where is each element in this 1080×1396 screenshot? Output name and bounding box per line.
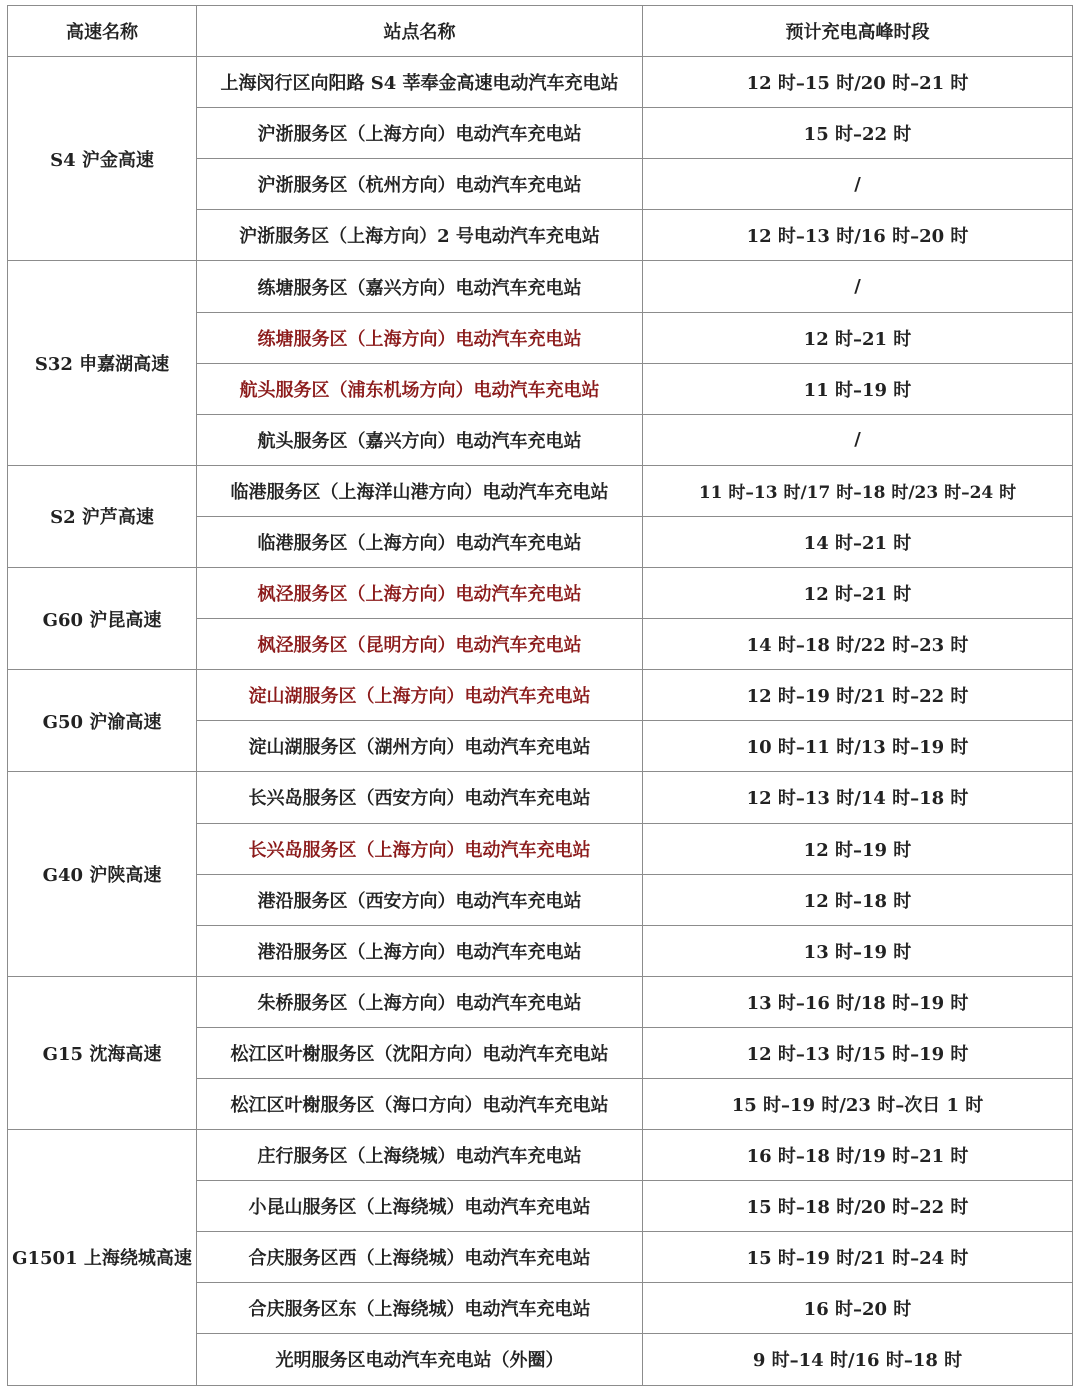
peak-period-cell: 15 时–22 时 (643, 108, 1073, 159)
station-name-cell: 临港服务区（上海方向）电动汽车充电站 (197, 516, 643, 567)
table-body (8, 57, 1073, 1385)
station-name-cell: 练塘服务区（嘉兴方向）电动汽车充电站 (197, 261, 643, 312)
header-station: 站点名称 (197, 6, 643, 57)
station-name-cell: 枫泾服务区（上海方向）电动汽车充电站 (197, 568, 643, 619)
station-name-cell: 沪浙服务区（杭州方向）电动汽车充电站 (197, 159, 643, 210)
station-name-cell: 淀山湖服务区（湖州方向）电动汽车充电站 (197, 721, 643, 772)
peak-period-cell: 16 时–20 时 (643, 1283, 1073, 1334)
highway-name-cell: G50 沪渝高速 (8, 670, 197, 772)
peak-period-cell: 15 时–19 时/21 时–24 时 (643, 1232, 1073, 1283)
station-name-cell: 航头服务区（浦东机场方向）电动汽车充电站 (197, 363, 643, 414)
charging-peak-table (7, 5, 1073, 1386)
peak-period-cell: 9 时–14 时/16 时–18 时 (643, 1334, 1073, 1385)
peak-period-cell: / (643, 159, 1073, 210)
station-name-cell: 合庆服务区西（上海绕城）电动汽车充电站 (197, 1232, 643, 1283)
station-name-cell: 松江区叶榭服务区（海口方向）电动汽车充电站 (197, 1078, 643, 1129)
station-name-cell: 练塘服务区（上海方向）电动汽车充电站 (197, 312, 643, 363)
highway-name-cell: S4 沪金高速 (8, 57, 197, 261)
peak-period-cell: 15 时–18 时/20 时–22 时 (643, 1181, 1073, 1232)
header-highway: 高速名称 (8, 6, 197, 57)
table-row (8, 568, 1073, 619)
peak-period-cell: 12 时–13 时/16 时–20 时 (643, 210, 1073, 261)
table-row (8, 670, 1073, 721)
peak-period-cell: 12 时–21 时 (643, 568, 1073, 619)
station-name-cell: 淀山湖服务区（上海方向）电动汽车充电站 (197, 670, 643, 721)
station-name-cell: 临港服务区（上海洋山港方向）电动汽车充电站 (197, 465, 643, 516)
table-row (8, 772, 1073, 823)
station-name-cell: 上海闵行区向阳路 S4 莘奉金高速电动汽车充电站 (197, 57, 643, 108)
table-row (8, 57, 1073, 108)
station-name-cell: 小昆山服务区（上海绕城）电动汽车充电站 (197, 1181, 643, 1232)
peak-period-cell: 15 时–19 时/23 时–次日 1 时 (643, 1078, 1073, 1129)
table-row (8, 465, 1073, 516)
header-peak: 预计充电高峰时段 (643, 6, 1073, 57)
peak-period-cell: 11 时–19 时 (643, 363, 1073, 414)
station-name-cell: 庄行服务区（上海绕城）电动汽车充电站 (197, 1130, 643, 1181)
peak-period-cell: 12 时–15 时/20 时–21 时 (643, 57, 1073, 108)
station-name-cell: 沪浙服务区（上海方向）2 号电动汽车充电站 (197, 210, 643, 261)
table-row (8, 976, 1073, 1027)
station-name-cell: 合庆服务区东（上海绕城）电动汽车充电站 (197, 1283, 643, 1334)
station-name-cell: 长兴岛服务区（西安方向）电动汽车充电站 (197, 772, 643, 823)
highway-name-cell: G60 沪昆高速 (8, 568, 197, 670)
station-name-cell: 港沿服务区（上海方向）电动汽车充电站 (197, 925, 643, 976)
peak-period-cell: 12 时–21 时 (643, 312, 1073, 363)
station-name-cell: 港沿服务区（西安方向）电动汽车充电站 (197, 874, 643, 925)
table-row (8, 261, 1073, 312)
station-name-cell: 松江区叶榭服务区（沈阳方向）电动汽车充电站 (197, 1027, 643, 1078)
station-name-cell: 朱桥服务区（上海方向）电动汽车充电站 (197, 976, 643, 1027)
highway-name-cell: G15 沈海高速 (8, 976, 197, 1129)
peak-period-cell: 14 时–21 时 (643, 516, 1073, 567)
station-name-cell: 枫泾服务区（昆明方向）电动汽车充电站 (197, 619, 643, 670)
peak-period-cell: 16 时–18 时/19 时–21 时 (643, 1130, 1073, 1181)
station-name-cell: 光明服务区电动汽车充电站（外圈） (197, 1334, 643, 1385)
peak-period-cell: 13 时–19 时 (643, 925, 1073, 976)
station-name-cell: 航头服务区（嘉兴方向）电动汽车充电站 (197, 414, 643, 465)
peak-period-cell: 11 时–13 时/17 时–18 时/23 时–24 时 (643, 465, 1073, 516)
station-name-cell: 沪浙服务区（上海方向）电动汽车充电站 (197, 108, 643, 159)
peak-period-cell: / (643, 261, 1073, 312)
highway-name-cell: S32 申嘉湖高速 (8, 261, 197, 465)
header-row (8, 6, 1073, 57)
peak-period-cell: / (643, 414, 1073, 465)
peak-period-cell: 10 时–11 时/13 时–19 时 (643, 721, 1073, 772)
peak-period-cell: 14 时–18 时/22 时–23 时 (643, 619, 1073, 670)
peak-period-cell: 12 时–19 时 (643, 823, 1073, 874)
station-name-cell: 长兴岛服务区（上海方向）电动汽车充电站 (197, 823, 643, 874)
peak-period-cell: 13 时–16 时/18 时–19 时 (643, 976, 1073, 1027)
table-row (8, 1130, 1073, 1181)
peak-period-cell: 12 时–13 时/15 时–19 时 (643, 1027, 1073, 1078)
peak-period-cell: 12 时–18 时 (643, 874, 1073, 925)
peak-period-cell: 12 时–13 时/14 时–18 时 (643, 772, 1073, 823)
peak-period-cell: 12 时–19 时/21 时–22 时 (643, 670, 1073, 721)
highway-name-cell: S2 沪芦高速 (8, 465, 197, 567)
highway-name-cell: G40 沪陕高速 (8, 772, 197, 976)
highway-name-cell: G1501 上海绕城高速 (8, 1130, 197, 1385)
charging-peak-table-wrapper (7, 5, 1073, 1386)
